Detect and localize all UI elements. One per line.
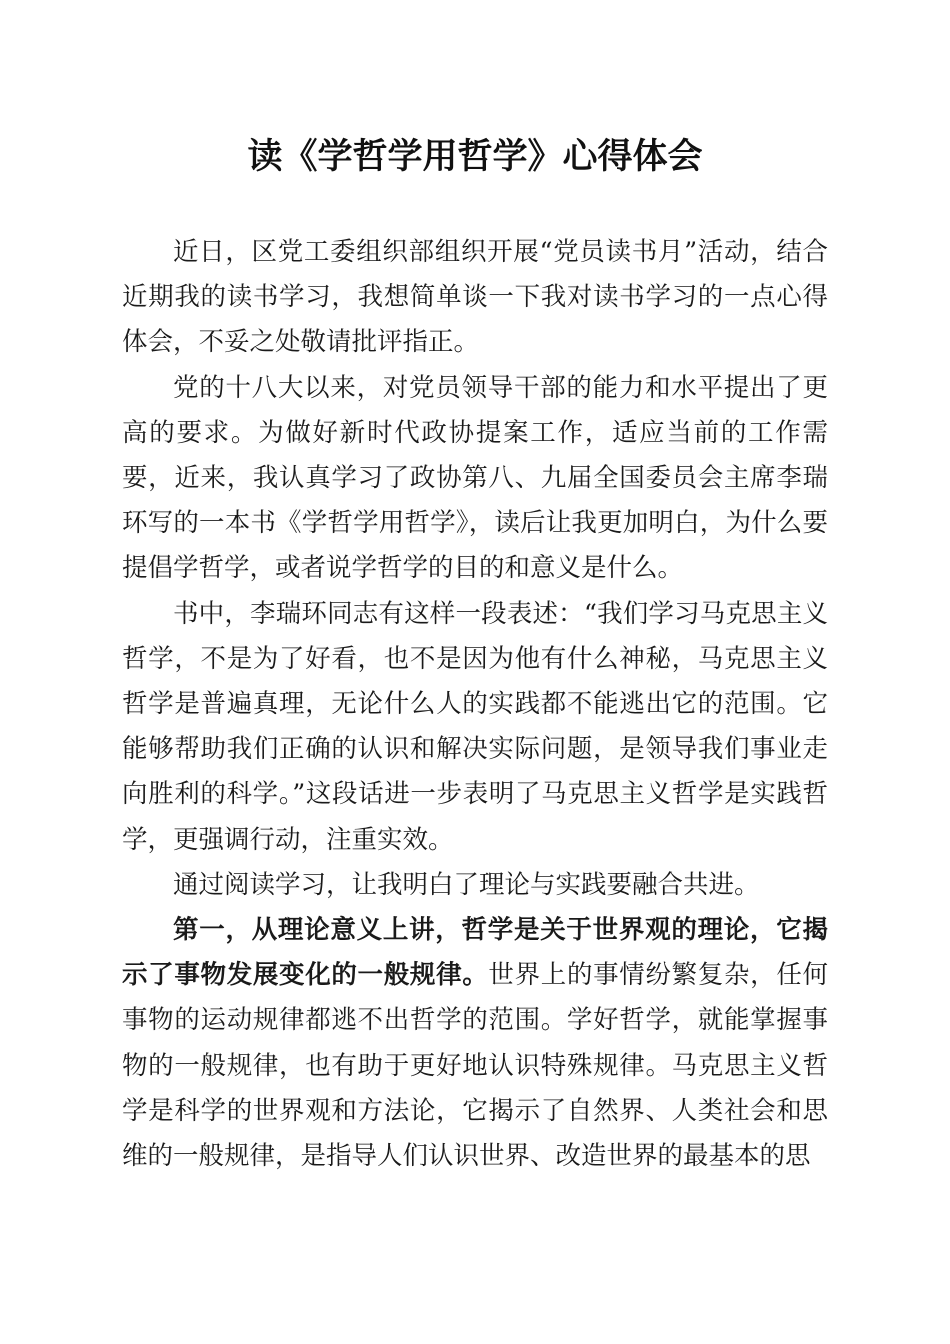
point-one-text: 世界上的事情纷繁复杂，任何事物的运动规律都逃不出哲学的范围。学好哲学，就能掌握事物的一般规律，也有助于更好地认识特殊规律。马克思主义哲学是科学的世界观和方法论，它揭示了自然界、人类社会和思维的一般规律，是指导人们认识世界、改造世界的最基本的思 [122,960,828,1172]
paragraph-quote: 书中，李瑞环同志有这样一段表述：“我们学习马克思主义哲学，不是为了好看，也不是因为他有什么神秘，马克思主义哲学是普遍真理，无论什么人的实践都不能逃出它的范围。它能够帮助我们正确的认识和解决实际问题，是领导我们事业走向胜利的科学。”这段话进一步表明了马克思主义哲学是实践哲学，更强调行动，注重实效。 [122,598,828,855]
paragraph-summary: 通过阅读学习，让我明白了理论与实践要融合共进。 [173,869,760,900]
point-one-heading: 第一，从理论意义上讲，哲学是关于世界观的理论，它揭示了事物发展变化的一般规律。 [122,915,828,991]
document-title: 读《学哲学用哲学》心得体会 [247,136,703,177]
paragraph-intro: 近日，区党工委组织部组织开展“党员读书月”活动，结合近期我的读书学习，我想简单谈一下我对读书学习的一点心得体会，不妥之处敬请批评指正。 [122,237,828,358]
paragraph-background: 党的十八大以来，对党员领导干部的能力和水平提出了更高的要求。为做好新时代政协提案工作，适应当前的工作需要，近来，我认真学习了政协第八、九届全国委员会主席李瑞环写的一本书《学哲学用哲学》，读后让我更加明白，为什么要提倡学哲学，或者说学哲学的目的和意义是什么。 [122,372,828,584]
document-body [122,230,828,1179]
paragraph-point-one [122,908,828,1179]
